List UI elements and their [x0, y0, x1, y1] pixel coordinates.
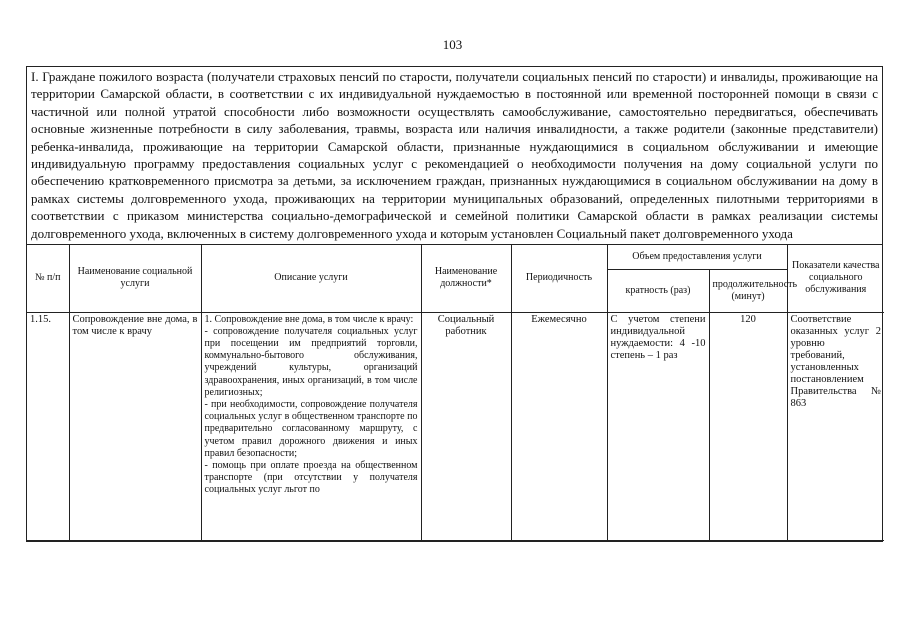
cell-num: 1.15. [27, 312, 69, 540]
description-line: - сопровождение получателя социальных услуг при посещении им предприятий торговли, коммунально-бытового обслуживания, учреждений культуры, организаций здравоохранения, иных организаций, в том числе религиозных; [204, 325, 418, 398]
services-table [27, 245, 884, 541]
description-line: 1. Сопровождение вне дома, в том числе к врачу: [204, 313, 414, 325]
section-heading: I. Граждане пожилого возраста (получатели страховых пенсий по старости, получатели социальных пенсий по старости) и инвалиды, проживающие на территории Самарской области, в соответствии с их индивидуальной нуждаемостью в постоянной или временной посторонней помощи в связи с частичной или полной утратой способности либо возможности осуществлять самообслуживание, самостоятельно передвигаться, обеспечивать основные жизненные потребности в силу заболевания, травмы, возраста или наличия инвалидности, а также родители (законные представители) ребенка-инвалида, проживающие на территории Самарской области, признанные нуждающимися в социальном обслуживании и имеющие индивидуальную программу предоставления социальных услуг с рекомендацией о необходимости получения на дому социальной услуги по обеспечению кратковременного присмотра за детьми, за исключением граждан, признанных нуждающимися в социальном обслуживании на дому в рамках системы долговременного ухода, проживающих на территории муниципальных образований, определенных пилотными территориями в соответствии с приказом министерства социально-демографической и семейной политики Самарской области в рамках реализации системы долговременного ухода, включенных в систему долговременного ухода и которым установлен Социальный пакет долговременного ухода [27, 67, 882, 245]
header-position: Наименование должности* [421, 245, 511, 312]
table-row [27, 312, 884, 540]
header-quality: Показатели качества социального обслуживания [787, 245, 884, 312]
description-line: - при необходимости, сопровождение получателя социальных услуг в общественном транспорте по предварительно согласованному маршруту, с учетом правил дорожного движения и иных правил безопасности; [204, 398, 418, 459]
cell-quality: Соответствие оказанных услуг 2 уровню требований, установленных постановлением Правительства № 863 [787, 312, 884, 540]
page-number: 103 [442, 37, 463, 52]
document-frame [26, 66, 883, 542]
header-description: Описание услуги [201, 245, 421, 312]
header-multiplicity: кратность (раз) [607, 269, 709, 312]
cell-periodicity: Ежемесячно [511, 312, 607, 540]
cell-multiplicity: С учетом степени индивидуальной нуждаемости: 4 -10 степень – 1 раз [607, 312, 709, 540]
header-periodicity: Периодичность [511, 245, 607, 312]
header-num: № п/п [27, 245, 69, 312]
cell-duration: 120 [709, 312, 787, 540]
header-volume: Объем предоставления услуги [607, 245, 787, 269]
cell-service-name: Сопровождение вне дома, в том числе к врачу [69, 312, 201, 540]
header-service-name: Наименование социальной услуги [69, 245, 201, 312]
header-duration: продолжительность (минут) [709, 269, 787, 312]
cell-position: Социальный работник [421, 312, 511, 540]
description-line: - помощь при оплате проезда на общественном транспорте (при отсутствии у получателя социальных услуг льгот по [204, 460, 418, 496]
cell-description [201, 312, 421, 540]
